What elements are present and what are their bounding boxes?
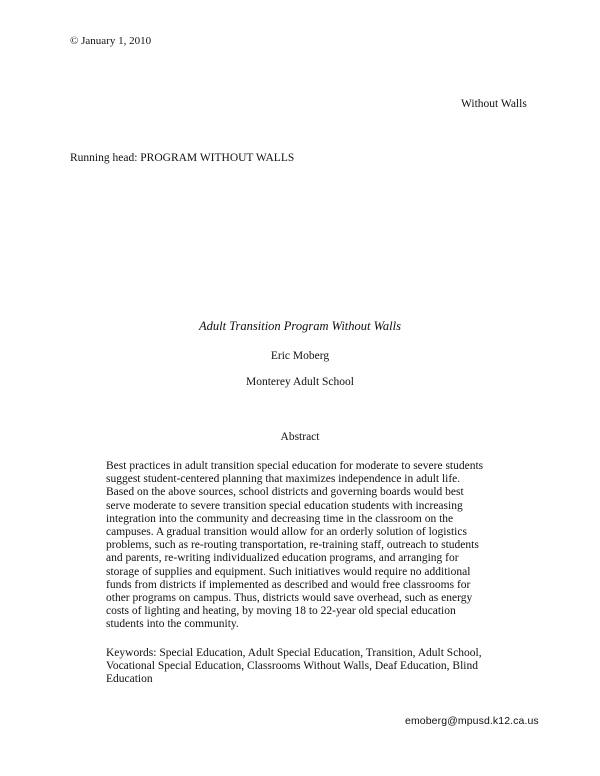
abstract-line: students into the community. <box>106 618 239 631</box>
abstract-line: problems, such as re-routing transportation, re-training staff, outreach to students <box>106 539 479 552</box>
abstract-line: integration into the community and decreasing time in the classroom on the <box>106 512 454 525</box>
abstract-heading: Abstract <box>280 431 320 443</box>
abstract-line: Based on the above sources, school districts and governing boards would best <box>106 486 464 499</box>
keywords-line: Keywords: Special Education, Adult Special Education, Transition, Adult School, <box>106 647 482 659</box>
keywords-line: Education <box>106 673 153 686</box>
author-name: Eric Moberg <box>270 350 330 362</box>
author-affiliation: Monterey Adult School <box>246 376 354 388</box>
keywords <box>106 647 526 687</box>
abstract-body <box>106 460 526 632</box>
keywords-line: Vocational Special Education, Classrooms Without Walls, Deaf Education, Blind <box>106 660 478 673</box>
abstract-line: other programs on campus. Thus, districts would save overhead, such as energy <box>106 592 473 605</box>
abstract-line: Best practices in adult transition special education for moderate to severe students <box>106 460 484 472</box>
abstract-line: serve moderate to severe transition special education students with increasing <box>106 499 463 512</box>
abstract-line: storage of supplies and equipment. Such initiatives would require no additional <box>106 565 471 578</box>
abstract-line: campuses. A gradual transition would allow for an orderly solution of logistics <box>106 526 467 539</box>
paper-title: Adult Transition Program Without Walls <box>199 319 401 333</box>
abstract-line: and parents, re-writing individualized education programs, and arranging for <box>106 552 459 565</box>
abstract-line: suggest student-centered planning that maximizes independence in adult life. <box>106 473 461 486</box>
abstract-line: funds from districts if implemented as described and would free classrooms for <box>106 578 471 591</box>
author-email: emoberg@mpusd.k12.ca.us <box>405 715 539 727</box>
abstract-line: costs of lighting and heating, by moving 18 to 22-year old special education <box>106 605 456 618</box>
running-head-short: Without Walls <box>461 98 527 110</box>
running-head: Running head: PROGRAM WITHOUT WALLS <box>70 152 295 164</box>
copyright-notice: © January 1, 2010 <box>70 35 152 47</box>
